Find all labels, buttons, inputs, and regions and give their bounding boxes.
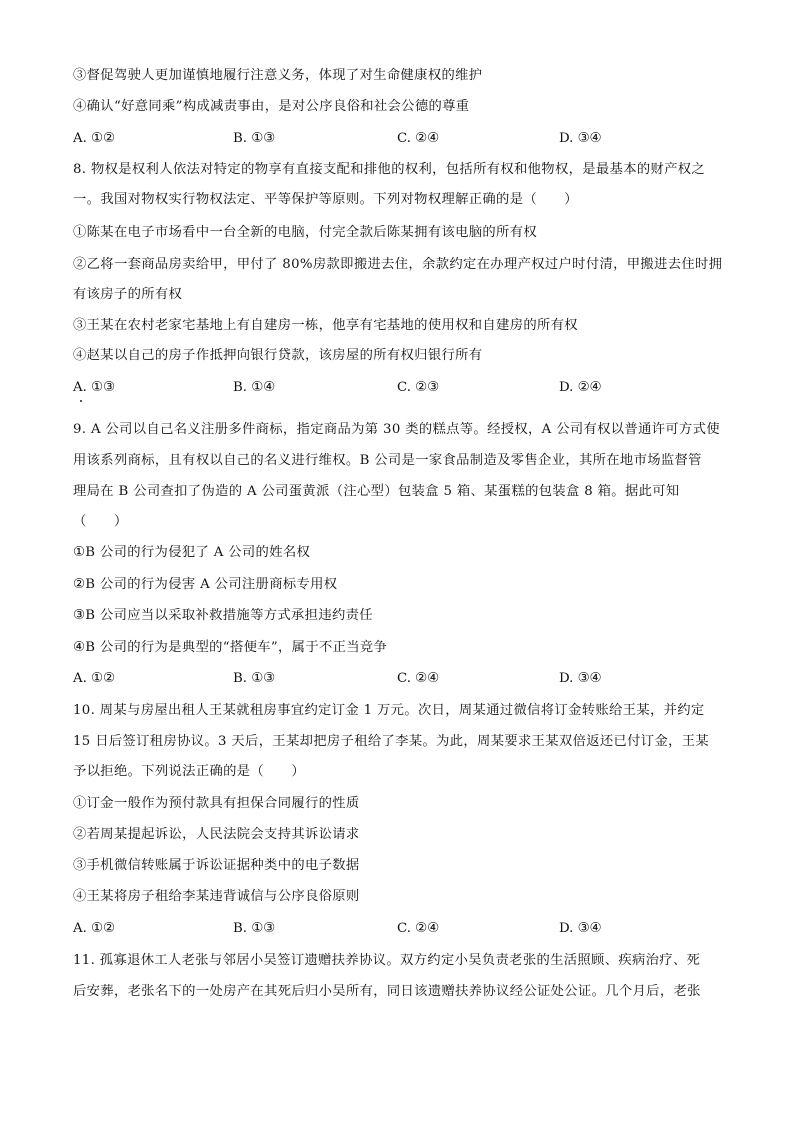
q10-option-b[interactable]: B. ①③	[233, 921, 276, 936]
q7-option-b[interactable]: B. ①③	[233, 131, 276, 146]
q10-stem-line-2: 15 日后签订租房协议。3 天后，王某却把房子租给了李某。为此，周某要求王某双倍返还已付订金，王某	[73, 734, 710, 749]
q8-item-4: ④赵某以自己的房子作抵押向银行贷款，该房屋的所有权归银行所有	[73, 348, 483, 363]
q9-stem-line-1: 9. A 公司以自己名义注册多件商标，指定商品为第 30 类的糕点等。经授权，A 公司有权以普通许可方式使	[73, 422, 720, 437]
q8-item-2-line-1: ②乙将一套商品房卖给甲，甲付了 80%房款即搬进去住，余款约定在办理产权过户时付清，甲搬进去住时拥	[73, 257, 723, 272]
q10-stem-line-1: 10. 周某与房屋出租人王某就租房事宜约定订金 1 万元。次日，周某通过微信将订金转账给王某，并约定	[73, 703, 705, 718]
q8-options	[73, 378, 733, 398]
q10-item-2: ②若周某提起诉讼，人民法院会支持其诉讼请求	[73, 827, 360, 842]
q8-item-1: ①陈某在电子市场看中一台全新的电脑，付完全款后陈某拥有该电脑的所有权	[73, 225, 537, 240]
q7-option-a[interactable]: A. ①②	[73, 131, 115, 146]
q8-item-3: ③王某在农村老家宅基地上有自建房一栋，他享有宅基地的使用权和自建房的所有权	[73, 318, 578, 333]
q10-option-c[interactable]: C. ②④	[397, 921, 439, 936]
q10-option-d[interactable]: D. ③④	[559, 921, 602, 936]
q9-item-1: ①B 公司的行为侵犯了 A 公司的姓名权	[73, 545, 311, 560]
q9-option-a[interactable]: A. ①②	[73, 671, 115, 686]
q9-options	[73, 669, 733, 689]
q9-stem-line-2: 用该系列商标，且有权以自己的名义进行维权。B 公司是一家食品制造及零售企业，其所在地市场监督管	[73, 453, 702, 468]
q11-stem-line-2: 后安葬，老张名下的一处房产在其死后归小吴所有，同日该遗赠扶养协议经公证处公证。几个月后，老张	[73, 984, 701, 999]
q9-option-d[interactable]: D. ③④	[559, 671, 602, 686]
q8-stem-line-2: 一。我国对物权实行物权法定、平等保护等原则。下列对物权理解正确的是（ ）	[73, 192, 578, 207]
q9-stem-line-4: （ ）	[73, 514, 128, 529]
q9-option-c[interactable]: C. ②④	[397, 671, 439, 686]
q8-item-2-line-2: 有该房子的所有权	[73, 287, 183, 302]
q10-option-a[interactable]: A. ①②	[73, 921, 115, 936]
q7-option-c[interactable]: C. ②④	[397, 131, 439, 146]
q8-option-d[interactable]: D. ②④	[559, 380, 602, 395]
q8-stem-line-1: 8. 物权是权利人依法对特定的物享有直接支配和排他的权利，包括所有权和他物权，是最基本的财产权之	[73, 162, 706, 177]
q10-item-3: ③手机微信转账属于诉讼证据种类中的电子数据	[73, 858, 360, 873]
q9-item-4: ④B 公司的行为是典型的“搭便车”，属于不正当竞争	[73, 640, 388, 655]
q7-item-3: ③督促驾驶人更加谨慎地履行注意义务，体现了对生命健康权的维护	[73, 68, 483, 83]
scan-dot	[80, 400, 82, 402]
q8-option-b[interactable]: B. ①④	[233, 380, 276, 395]
q8-option-a[interactable]: A. ①③	[73, 380, 115, 395]
q9-stem-line-3: 理局在 B 公司查扣了伪造的 A 公司蛋黄派（注心型）包装盒 5 箱、某蛋糕的包装盒 8 箱。据此可知	[73, 484, 680, 499]
q8-option-c[interactable]: C. ②③	[397, 380, 439, 395]
q7-option-d[interactable]: D. ③④	[559, 131, 602, 146]
q10-item-1: ①订金一般作为预付款具有担保合同履行的性质	[73, 796, 360, 811]
q9-item-3: ③B 公司应当以采取补救措施等方式承担违约责任	[73, 608, 373, 623]
q11-stem-line-1: 11. 孤寡退休工人老张与邻居小吴签订遗赠扶养协议。双方约定小吴负责老张的生活照顾、疾病治疗、死	[73, 953, 701, 968]
q10-item-4: ④王某将房子租给李某违背诚信与公序良俗原则	[73, 889, 360, 904]
q10-stem-line-3: 予以拒绝。下列说法正确的是（ ）	[73, 764, 305, 779]
q9-item-2: ②B 公司的行为侵害 A 公司注册商标专用权	[73, 577, 338, 592]
q7-options	[73, 129, 733, 149]
q7-item-4: ④确认“好意同乘”构成减责事由，是对公序良俗和社会公德的尊重	[73, 99, 470, 114]
q9-option-b[interactable]: B. ①③	[233, 671, 276, 686]
q10-options	[73, 919, 733, 939]
